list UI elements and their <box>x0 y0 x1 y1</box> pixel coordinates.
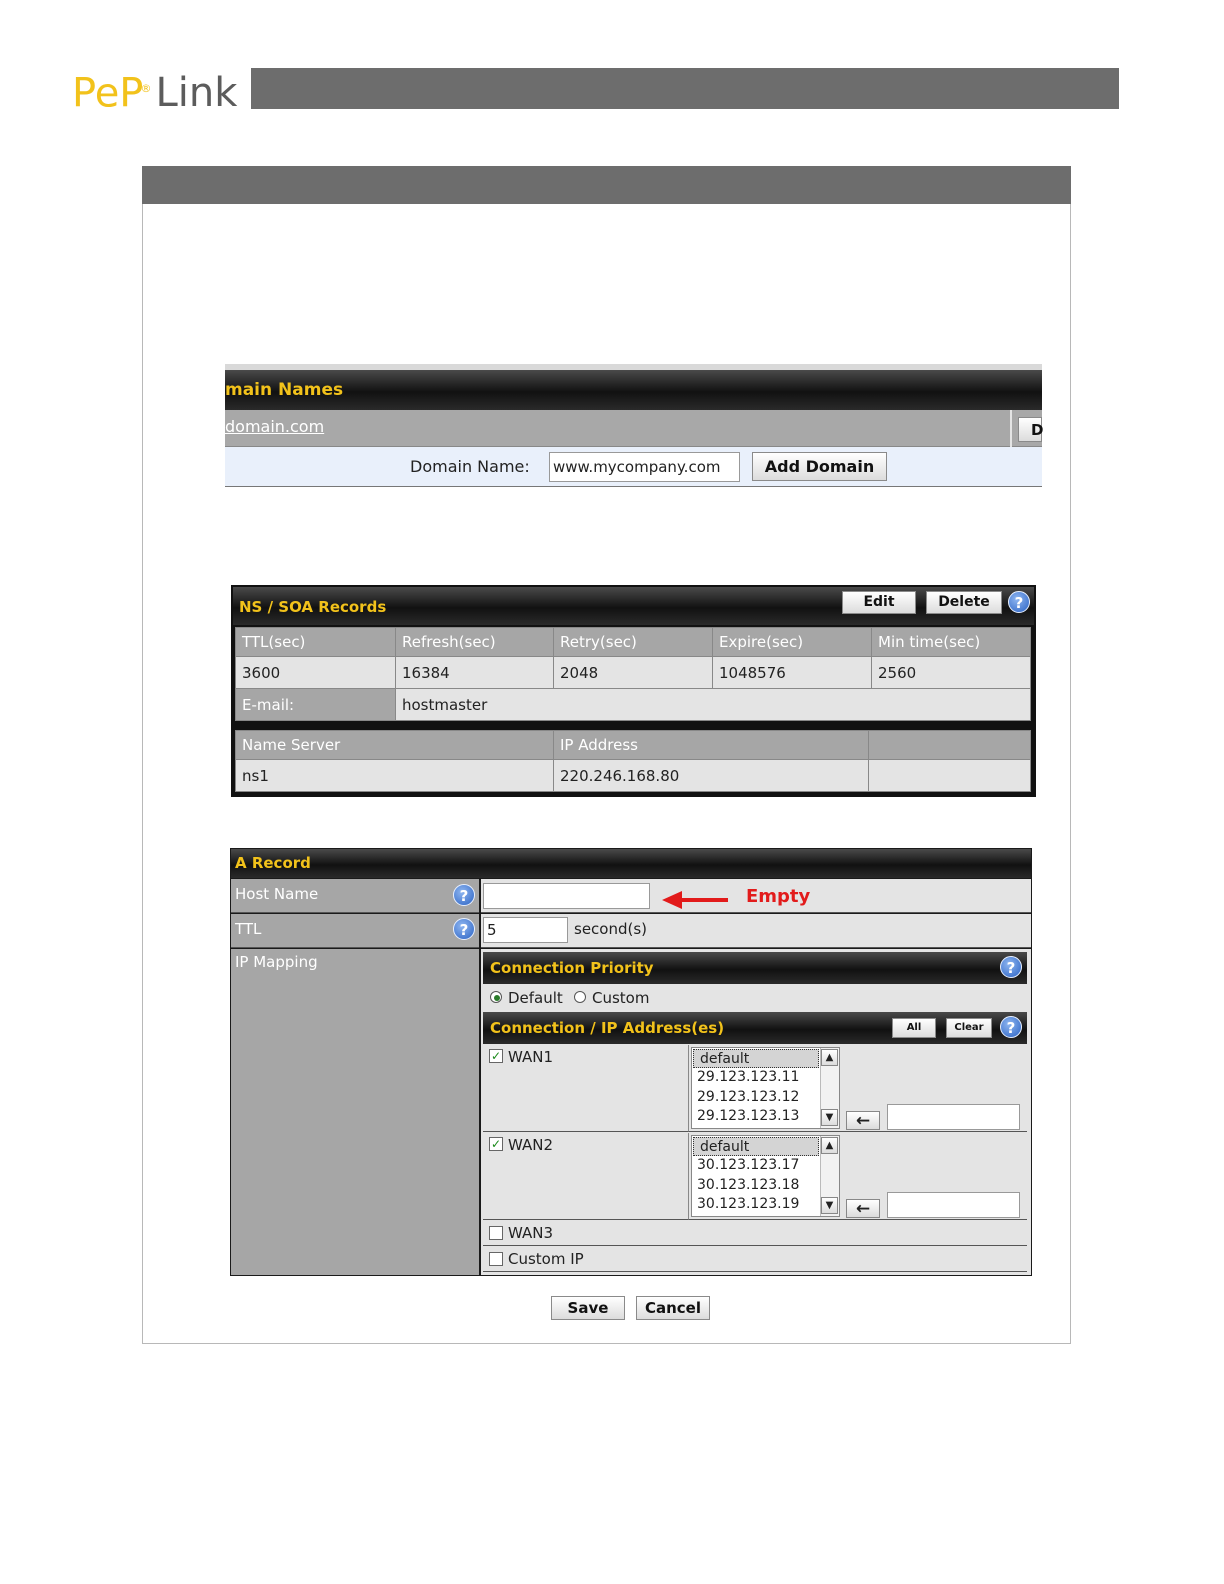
wan2-ip-default[interactable]: default <box>693 1137 819 1156</box>
wan2-add-ip-arrow-icon[interactable]: ← <box>846 1199 880 1218</box>
ip-address-header: IP Address <box>553 730 869 760</box>
min-time-value: 2560 <box>871 656 1031 689</box>
a-record-header: A Record <box>231 849 1031 878</box>
ttl-input[interactable]: 5 <box>483 917 568 943</box>
wan1-label: WAN1 <box>508 1048 554 1066</box>
empty-annotation: Empty <box>746 886 811 907</box>
wan1-ip-3[interactable]: 29.123.123.13 <box>697 1108 800 1124</box>
ns-delete-button[interactable]: Delete <box>926 591 1002 614</box>
wan3-checkbox[interactable] <box>489 1226 503 1240</box>
email-value: hostmaster <box>395 688 1031 721</box>
expire-value: 1048576 <box>712 656 872 689</box>
ttl-unit-label: second(s) <box>574 920 648 938</box>
host-name-input[interactable] <box>483 883 650 909</box>
wan1-ip-input[interactable] <box>887 1104 1020 1130</box>
ttl-help-icon[interactable]: ? <box>453 918 475 940</box>
clear-button[interactable]: Clear <box>946 1018 992 1038</box>
wan2-ip-2[interactable]: 30.123.123.18 <box>697 1177 800 1193</box>
priority-help-icon[interactable]: ? <box>1000 956 1022 978</box>
wan2-ip-1[interactable]: 30.123.123.17 <box>697 1157 800 1173</box>
ip-mapping-label: IP Mapping <box>231 949 479 1275</box>
ttl-header: TTL(sec) <box>235 627 396 657</box>
logo-reg-mark: ® <box>140 82 152 95</box>
min-time-header: Min time(sec) <box>871 627 1031 657</box>
name-server-header: Name Server <box>235 730 554 760</box>
wan1-ip-2[interactable]: 29.123.123.12 <box>697 1089 800 1105</box>
name-server-value: ns1 <box>235 759 554 792</box>
wan1-ip-default[interactable]: default <box>693 1049 819 1068</box>
retry-value: 2048 <box>553 656 713 689</box>
refresh-header: Refresh(sec) <box>395 627 554 657</box>
ns-help-icon[interactable]: ? <box>1008 591 1030 613</box>
domain-names-header: main Names <box>225 370 1042 410</box>
ttl-label: TTL <box>231 914 479 948</box>
ns-blank-cell <box>868 759 1031 792</box>
add-domain-button[interactable]: Add Domain <box>752 452 887 481</box>
email-label: E-mail: <box>235 688 396 721</box>
save-button[interactable]: Save <box>551 1296 625 1320</box>
priority-options-row <box>483 985 1027 1010</box>
retry-header: Retry(sec) <box>553 627 713 657</box>
content-frame-title-bar <box>142 166 1071 204</box>
connection-priority-header: Connection Priority <box>483 952 1027 984</box>
priority-custom-radio[interactable] <box>574 991 586 1003</box>
ttl-value: 3600 <box>235 656 396 689</box>
expire-header: Expire(sec) <box>712 627 872 657</box>
priority-default-radio[interactable] <box>490 991 502 1003</box>
wan1-scroll-down-icon[interactable]: ▼ <box>821 1109 838 1126</box>
priority-default-label: Default <box>508 989 563 1007</box>
wan2-checkbox[interactable]: ✓ <box>490 1137 502 1151</box>
ns-edit-button[interactable]: Edit <box>842 591 916 614</box>
connection-ip-header: Connection / IP Address(es) <box>483 1012 1027 1044</box>
peplink-logo <box>72 64 238 117</box>
domain-row-separator <box>1010 410 1012 447</box>
wan2-label: WAN2 <box>508 1136 554 1154</box>
logo-link-text: Link <box>155 70 238 117</box>
wan3-row <box>483 1221 1027 1246</box>
wan1-add-ip-arrow-icon[interactable]: ← <box>846 1111 880 1130</box>
wan1-ip-1[interactable]: 29.123.123.11 <box>697 1069 800 1085</box>
wan2-scroll-down-icon[interactable]: ▼ <box>821 1197 838 1214</box>
wan1-checkbox[interactable]: ✓ <box>490 1049 502 1063</box>
domain-link[interactable]: domain.com <box>225 417 325 436</box>
select-all-button[interactable]: All <box>892 1018 936 1038</box>
priority-custom-label: Custom <box>592 989 650 1007</box>
domain-name-label: Domain Name: <box>410 457 530 476</box>
wan2-ip-input[interactable] <box>887 1192 1020 1218</box>
host-name-help-icon[interactable]: ? <box>453 884 475 906</box>
domain-list-row <box>225 410 1042 447</box>
empty-arrow-icon <box>660 888 730 912</box>
custom-ip-checkbox[interactable] <box>489 1252 503 1266</box>
ns-blank-header <box>868 730 1031 760</box>
host-name-label: Host Name <box>231 879 479 913</box>
wan1-scroll-up-icon[interactable]: ▲ <box>821 1049 838 1066</box>
wan2-ip-3[interactable]: 30.123.123.19 <box>697 1196 800 1212</box>
refresh-value: 16384 <box>395 656 554 689</box>
wan2-scroll-up-icon[interactable]: ▲ <box>821 1137 838 1154</box>
custom-ip-label: Custom IP <box>508 1250 584 1268</box>
ns-ip-value: 220.246.168.80 <box>553 759 869 792</box>
header-bar <box>251 68 1119 109</box>
logo-pep-text: PeP <box>72 70 144 117</box>
wan3-label: WAN3 <box>508 1224 554 1242</box>
connection-help-icon[interactable]: ? <box>1000 1016 1022 1038</box>
cancel-button[interactable]: Cancel <box>636 1296 710 1320</box>
domain-delete-button[interactable]: D <box>1018 417 1042 442</box>
ns-soa-header: NS / SOA Records <box>233 587 1034 625</box>
domain-name-input[interactable]: www.mycompany.com <box>549 452 740 482</box>
